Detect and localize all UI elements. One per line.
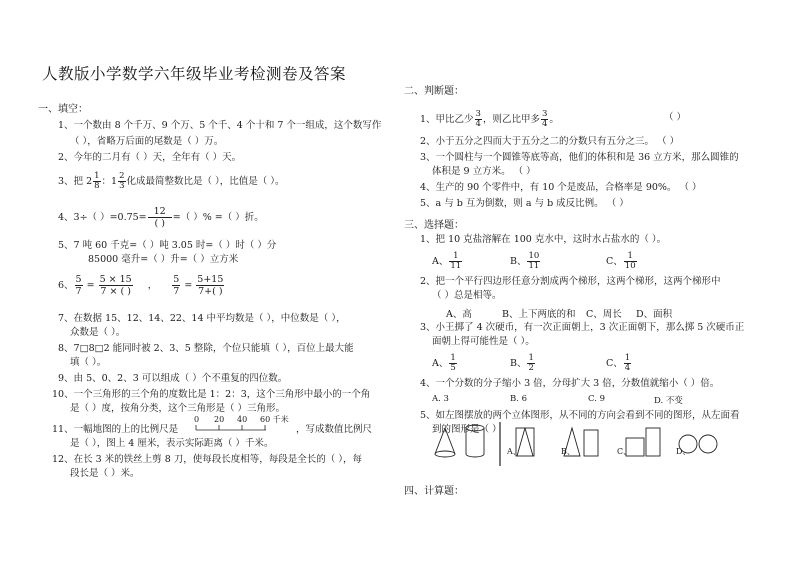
judge-q1-post: 。 bbox=[549, 114, 559, 125]
fill-q8-line2: 填（ ）。 bbox=[70, 357, 107, 368]
fill-q12-line2: 段长是（ ）米。 bbox=[70, 468, 140, 479]
fill-q3-post: 化成最简整数比是（ ），比值是（ ）。 bbox=[126, 176, 285, 187]
judge-q2: 2、小于五分之四而大于五分之二的分数只有五分之三。 （ ） bbox=[420, 136, 680, 147]
choice-q4-option-c: C. 9 bbox=[588, 394, 606, 404]
judge-q1-frac1: $\frac{3}{4}$ bbox=[475, 109, 481, 129]
choice-q2-line2: （ ）总是相等。 bbox=[432, 290, 502, 301]
choice-q2-option-b: B、上下两底的和 bbox=[502, 309, 576, 320]
judge-q1-pre: 1、甲比乙少 bbox=[420, 114, 474, 125]
fill-q11-post: ，写成数值比例尺 bbox=[296, 424, 373, 435]
choice-q4: 4、一个分数的分子缩小 3 倍，分母扩大 3 倍，分数值就缩小（ ）倍。 bbox=[420, 378, 720, 389]
section-choice: 三、选择题： bbox=[404, 220, 464, 231]
judge-q4: 4、生产的 90 个零件中，有 10 个是废品，合格率是 90%。 （ ） bbox=[420, 182, 702, 193]
fill-q3-mid: ：1 bbox=[101, 176, 118, 187]
exam-title: 人教版小学数学六年级毕业考检测卷及答案 bbox=[42, 65, 347, 83]
fill-q4 bbox=[58, 206, 264, 229]
fill-q1-line2: （ ），省略万后面的尾数是（ ）万。 bbox=[70, 136, 224, 147]
choice-q1: 1、把 10 克盐溶解在 100 克水中，这时水占盐水的（ ）。 bbox=[420, 234, 667, 245]
fill-q6-frac1: $\frac{5}{7}$ bbox=[75, 274, 82, 297]
fill-q3-frac1: $\frac{1}{8}$ bbox=[94, 171, 100, 191]
choice-q3-option-a: A、 $\frac{1}{5}$ bbox=[432, 353, 456, 373]
fill-q6-pre: 6、 bbox=[58, 280, 74, 291]
judge-q3-line2: 体积是 9 立方米。 （ ） bbox=[432, 166, 536, 177]
choice-q1-option-c: C、 $\frac{1}{10}$ bbox=[606, 251, 636, 271]
fill-q9: 9、由 5、0、2、3 可以组成（ ）个不重复的四位数。 bbox=[58, 373, 288, 384]
choice-q2-option-d: D、面积 bbox=[636, 309, 673, 320]
fill-q7-line1: 7、在数据 15、12、14、22、14 中平均数是（ ），中位数是（ ）， bbox=[58, 313, 346, 324]
choice-q3-line1: 3、小王掷了 4 次硬币，有一次正面朝上，3 次正面朝下，那么掷 5 次硬币正 bbox=[420, 322, 745, 333]
fill-q3-frac2: $\frac{2}{3}$ bbox=[119, 171, 125, 191]
fill-q10-line1: 10、一个三角形的三个角的度数比是 1：2：3，这个三角形中最小的一个角 bbox=[52, 389, 371, 400]
scale-tick-20: 20 bbox=[214, 415, 225, 424]
judge-q5: 5、a 与 b 互为倒数，则 a 与 b 成反比例。 （ ） bbox=[420, 198, 629, 209]
fill-q2: 2、今年的二月有（ ）天，全年有（ ）天。 bbox=[58, 152, 242, 163]
fill-q11-pre: 11、一幅地图的上的比例尺是 bbox=[52, 424, 179, 435]
choice-q2-option-a: A、高 bbox=[446, 309, 472, 320]
fill-q3-pre: 3、把 2 bbox=[58, 176, 93, 187]
fill-q6-sep: ， bbox=[147, 280, 158, 291]
fill-q5-line1: 5、7 吨 60 千克=（ ）吨 3.05 时=（ ）时（ ）分 bbox=[58, 240, 277, 251]
section-judge: 二、判断题： bbox=[404, 86, 464, 97]
choice-q3-option-b: B、 $\frac{1}{2}$ bbox=[510, 353, 534, 373]
fill-q1-line1: 1、一个数由 8 个千万、9 个万、5 个千、4 个十和 7 个一组成，这个数写作 bbox=[58, 120, 382, 131]
choice-q4-option-b: B. 6 bbox=[510, 394, 528, 404]
solid-figures-diagram bbox=[430, 420, 720, 470]
fill-q6-frac3: $\frac{5}{7}$ bbox=[173, 274, 180, 297]
scale-tick-40: 40 bbox=[237, 415, 248, 424]
judge-q1-mid: ，则乙比甲多 bbox=[482, 114, 540, 125]
fill-q5-line2: 85000 毫升=（ ）升=（ ）立方米 bbox=[88, 254, 239, 265]
choice-q5-option-a: A、 bbox=[507, 447, 521, 456]
judge-q1-paren: （ ） bbox=[664, 112, 687, 123]
choice-q4-option-a: A. 3 bbox=[432, 394, 449, 404]
choice-q2-option-c: C、周长 bbox=[586, 309, 622, 320]
choice-q3-line2: 面朝上得可能性是（ ）。 bbox=[432, 336, 535, 347]
fill-q12-line1: 12、在长 3 米的铁丝上剪 8 刀，使每段长度相等，每段是全长的（ ），每 bbox=[52, 454, 363, 465]
choice-q3-option-c: C、 $\frac{1}{4}$ bbox=[606, 353, 631, 373]
cylinder-figure bbox=[466, 425, 484, 457]
fill-q6: 6、 $\frac{5}{7}$ = $\frac{5 \times 15}{7 \times ( )}$ ， $\frac{5}{7}$ = $\frac{5+15}{7+( )}$ bbox=[58, 274, 224, 297]
choice-q1-option-b: B、 $\frac{10}{11}$ bbox=[510, 251, 540, 271]
judge-q3-line1: 3、一个圆柱与一个圆锥等底等高，他们的体积和是 36 立方米，那么圆锥的 bbox=[420, 152, 739, 163]
fill-q7-line2: 众数是（ ）。 bbox=[70, 327, 126, 338]
choice-q5-option-c: C、 bbox=[617, 447, 632, 456]
fill-q6-frac4: $\frac{5+15}{7+( )}$ bbox=[197, 274, 224, 297]
choice-q1-option-a: A、 $\frac{1}{11}$ bbox=[432, 251, 462, 271]
choice-q4-option-d: D. 不变 bbox=[654, 396, 683, 406]
fill-q8-line1: 8、7□8□2 能同时被 2、3、5 整除，个位只能填（ ），百位上最大能 bbox=[58, 343, 354, 354]
section-calc: 四、计算题： bbox=[404, 486, 464, 497]
scale-tick-60: 60 千米 bbox=[260, 415, 289, 424]
fill-q11-line2: 是（ ），图上 4 厘米，表示实际距离（ ）千米。 bbox=[70, 438, 274, 449]
judge-q1-frac2: $\frac{3}{4}$ bbox=[541, 109, 548, 129]
fill-q4-pre: 4、3÷（ ）=0.75= bbox=[58, 212, 147, 223]
fill-q10-line2: 是（ ）度，按角分类，这个三角形是（ ）三角形。 bbox=[70, 403, 286, 414]
scale-tick-0: 0 bbox=[194, 415, 200, 424]
judge-q1 bbox=[420, 110, 559, 129]
cone-figure bbox=[435, 428, 455, 457]
choice-q5-option-b: B、 bbox=[561, 447, 575, 456]
fill-q4-post: =（ ）% =（ ）折。 bbox=[172, 212, 264, 223]
choice-q5-option-d: D、 bbox=[676, 447, 691, 456]
fill-q3 bbox=[58, 172, 285, 191]
section-fill: 一、填空： bbox=[38, 104, 88, 115]
fill-q6-frac2: $\frac{5 \times 15}{7 \times ( )}$ bbox=[99, 274, 132, 297]
choice-q5-line1: 5、如左图摆放的两个立体图形，从不同的方向会看到不同的图形，从左面看 bbox=[420, 410, 740, 421]
fill-q4-frac: $\frac{12}{( )}$ bbox=[148, 206, 172, 229]
choice-q2-line1: 2、把一个平行四边形任意分割成两个梯形，这两个梯形，这两个梯形中 bbox=[420, 276, 721, 287]
choice-q5-line2: 到的图形是（ ） bbox=[432, 424, 502, 435]
